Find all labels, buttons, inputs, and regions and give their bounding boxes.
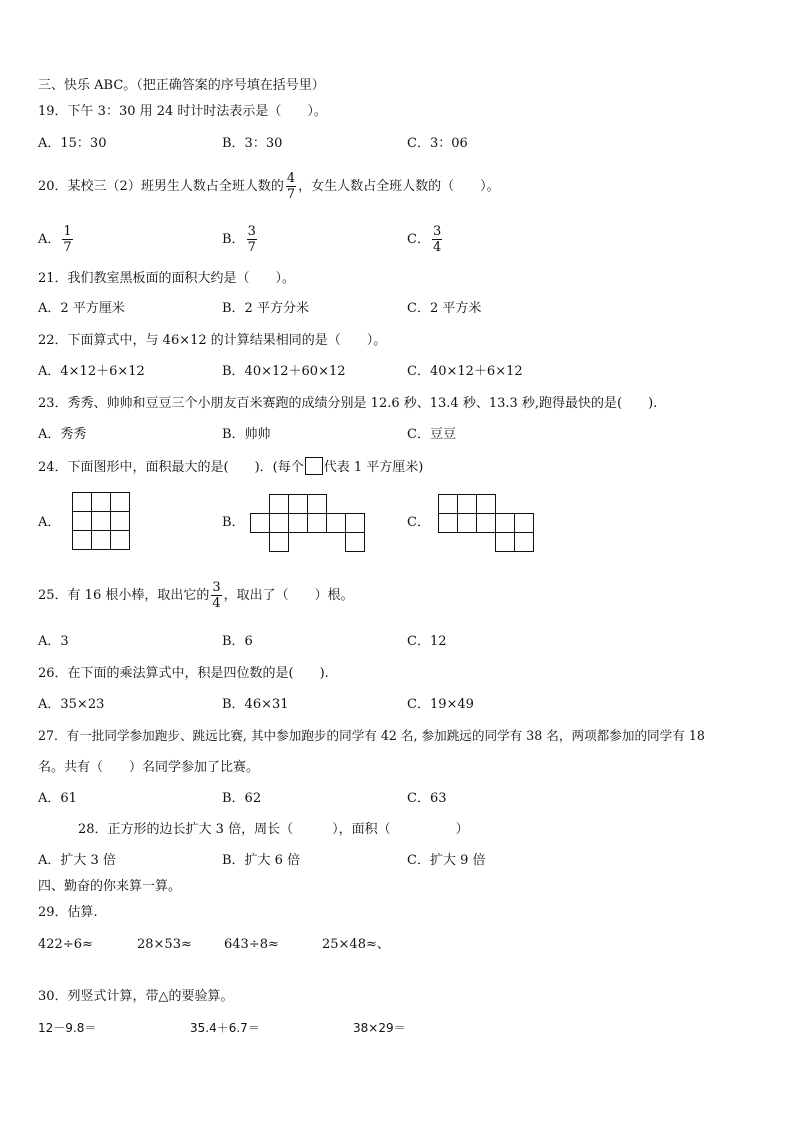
q20-option-a: A． $\frac{1}{7}$ bbox=[38, 224, 72, 255]
q23-option-a: A．秀秀 bbox=[38, 427, 87, 442]
figure-a bbox=[72, 492, 132, 552]
section-4-title: 四、勤奋的你来算一算。 bbox=[38, 879, 182, 894]
calc-item-1: 12－9.8＝ bbox=[38, 1021, 97, 1035]
figure-b bbox=[250, 494, 368, 554]
q26-option-c: C．19×49 bbox=[407, 697, 474, 712]
q27-option-c: C．63 bbox=[407, 791, 447, 806]
q23-option-b: B．帅帅 bbox=[222, 427, 271, 442]
question-20: 20．某校三（2）班男生人数占全班人数的 $\frac{4}{7}$ ，女生人数占全班人数的（ ）。 bbox=[38, 171, 500, 202]
question-27-line-1: 27．有一批同学参加跑步、跳远比赛, 其中参加跑步的同学有 42 名, 参加跳远的同学有 38 名，两项都参加的同学有 18 bbox=[38, 728, 705, 743]
q28-option-a: A．扩大 3 倍 bbox=[38, 853, 116, 868]
fraction: $\frac{3}{4}$ bbox=[212, 580, 221, 611]
q20-option-c: C． $\frac{3}{4}$ bbox=[407, 224, 442, 255]
section-3-title: 三、快乐 ABC。（把正确答案的序号填在括号里） bbox=[38, 78, 325, 93]
q25-option-b: B．6 bbox=[222, 634, 253, 649]
q23-option-c: C．豆豆 bbox=[407, 427, 456, 442]
q25-option-c: C．12 bbox=[407, 634, 447, 649]
q19-option-b: B．3：30 bbox=[222, 136, 283, 151]
figure-c bbox=[438, 494, 538, 554]
question-29: 29．估算. bbox=[38, 905, 98, 920]
q26-option-a: A．35×23 bbox=[38, 697, 105, 712]
q21-option-b: B．2 平方分米 bbox=[222, 301, 309, 316]
q26-option-b: B．46×31 bbox=[222, 697, 289, 712]
question-28: 28．正方形的边长扩大 3 倍，周长（ ），面积（ ） bbox=[78, 822, 469, 837]
q19-option-a: A．15：30 bbox=[38, 136, 107, 151]
calc-item-3: 38×29＝ bbox=[353, 1021, 406, 1035]
calc-item-2: 35.4＋6.7＝ bbox=[190, 1021, 260, 1035]
q21-option-a: A．2 平方厘米 bbox=[38, 301, 125, 316]
estimate-item-2: 28×53≈ bbox=[137, 937, 192, 952]
q25-option-a: A．3 bbox=[38, 634, 69, 649]
question-22: 22．下面算式中，与 46×12 的计算结果相同的是（ ）。 bbox=[38, 333, 387, 348]
question-26: 26．在下面的乘法算式中，积是四位数的是( ). bbox=[38, 666, 329, 681]
question-21: 21．我们教室黑板面的面积大约是（ ）。 bbox=[38, 271, 296, 286]
q27-option-b: B．62 bbox=[222, 791, 262, 806]
question-25: 25．有 16 根小棒，取出它的 $\frac{3}{4}$ ，取出了（ ）根。 bbox=[38, 580, 354, 611]
q20-option-b: B． $\frac{3}{7}$ bbox=[222, 224, 256, 255]
question-23: 23．秀秀、帅帅和豆豆三个小朋友百米赛跑的成绩分别是 12.6 秒、13.4 秒、13.3 秒,跑得最快的是( ). bbox=[38, 396, 658, 411]
q28-option-c: C．扩大 9 倍 bbox=[407, 853, 486, 868]
q27-option-a: A．61 bbox=[38, 791, 77, 806]
q24-option-a: A． bbox=[38, 515, 61, 530]
question-30: 30．列竖式计算，带△的要验算。 bbox=[38, 989, 234, 1004]
question-19: 19．下午 3：30 用 24 时计时法表示是（ ）。 bbox=[38, 104, 327, 119]
question-24: 24．下面图形中，面积最大的是( )．(每个 代表 1 平方厘米) bbox=[38, 457, 423, 477]
estimate-item-1: 422÷6≈ bbox=[38, 937, 93, 952]
q21-option-c: C．2 平方米 bbox=[407, 301, 482, 316]
q22-option-b: B．40×12＋60×12 bbox=[222, 364, 346, 379]
q22-option-c: C．40×12＋6×12 bbox=[407, 364, 523, 379]
question-27-line-2: 名。共有（ ）名同学参加了比赛。 bbox=[38, 760, 260, 775]
q24-option-b: B． bbox=[222, 515, 245, 530]
q28-option-b: B．扩大 6 倍 bbox=[222, 853, 301, 868]
q22-option-a: A．4×12＋6×12 bbox=[38, 364, 145, 379]
q24-option-c: C． bbox=[407, 515, 430, 530]
q19-option-c: C．3：06 bbox=[407, 136, 468, 151]
unit-square-icon bbox=[305, 457, 323, 475]
estimate-item-3: 643÷8≈ bbox=[224, 937, 279, 952]
estimate-item-4: 25×48≈、 bbox=[322, 937, 390, 952]
fraction: $\frac{4}{7}$ bbox=[286, 171, 296, 202]
